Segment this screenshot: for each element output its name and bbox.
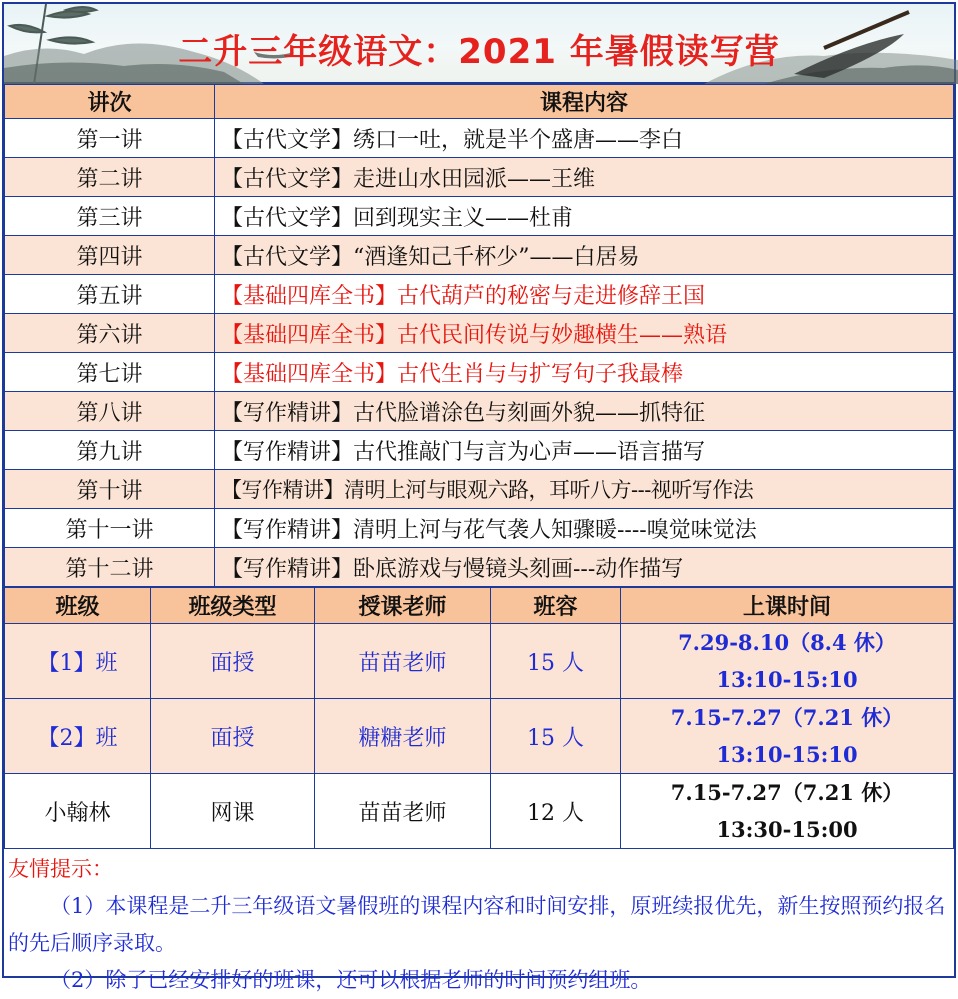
lecture-content: 【基础四库全书】古代生肖与与扩写句子我最棒 <box>215 353 954 392</box>
table-row <box>5 470 954 509</box>
tip-item: （1）本课程是二升三年级语文暑假班的课程内容和时间安排，原班续报优先，新生按照预约报名的先后顺序录取。 <box>8 894 946 955</box>
header-class-time: 上课时间 <box>621 588 954 624</box>
lecture-content: 【古代文学】绣口一吐，就是半个盛唐——李白 <box>215 119 954 158</box>
lecture-number: 第十讲 <box>5 470 215 509</box>
lecture-table-header <box>5 85 954 119</box>
lecture-number: 第六讲 <box>5 314 215 353</box>
class-table <box>4 587 954 849</box>
class-time <box>621 774 954 849</box>
class-teacher: 糖糖老师 <box>315 699 491 774</box>
lecture-content: 【古代文学】“酒逢知己千杯少”——白居易 <box>215 236 954 275</box>
lecture-table <box>4 84 954 587</box>
tips-title: 友情提示： <box>8 857 113 881</box>
class-size: 15 人 <box>491 699 621 774</box>
lecture-content: 【古代文学】走进山水田园派——王维 <box>215 158 954 197</box>
class-time <box>621 699 954 774</box>
table-row <box>5 774 954 849</box>
class-name: 【1】班 <box>5 624 151 699</box>
class-size: 12 人 <box>491 774 621 849</box>
tips-section <box>4 849 954 999</box>
class-hours: 13:10-15:10 <box>716 742 858 767</box>
tip-item: （2）除了已经安排好的班课，还可以根据老师的时间预约组班。 <box>50 968 652 992</box>
header-banner <box>4 4 954 84</box>
table-row <box>5 431 954 470</box>
class-dates: 7.15-7.27（7.21 休） <box>670 705 904 730</box>
lecture-number: 第八讲 <box>5 392 215 431</box>
lecture-number: 第十一讲 <box>5 509 215 548</box>
class-type: 网课 <box>151 774 315 849</box>
class-time <box>621 624 954 699</box>
class-name: 【2】班 <box>5 699 151 774</box>
table-row <box>5 624 954 699</box>
header-course-content: 课程内容 <box>215 85 954 119</box>
table-row <box>5 314 954 353</box>
lecture-number: 第五讲 <box>5 275 215 314</box>
lecture-number: 第二讲 <box>5 158 215 197</box>
lecture-content: 【写作精讲】古代推敲门与言为心声——语言描写 <box>215 431 954 470</box>
header-lecture-number: 讲次 <box>5 85 215 119</box>
lecture-content: 【基础四库全书】古代葫芦的秘密与走进修辞王国 <box>215 275 954 314</box>
header-teacher: 授课老师 <box>315 588 491 624</box>
class-teacher: 苗苗老师 <box>315 774 491 849</box>
table-row <box>5 699 954 774</box>
lecture-content: 【写作精讲】卧底游戏与慢镜头刻画---动作描写 <box>215 548 954 587</box>
class-teacher: 苗苗老师 <box>315 624 491 699</box>
lecture-number: 第四讲 <box>5 236 215 275</box>
class-hours: 13:10-15:10 <box>716 667 858 692</box>
class-dates: 7.29-8.10（8.4 休） <box>678 630 896 655</box>
class-type: 面授 <box>151 699 315 774</box>
table-row <box>5 548 954 587</box>
lecture-number: 第七讲 <box>5 353 215 392</box>
class-name: 小翰林 <box>5 774 151 849</box>
table-row <box>5 197 954 236</box>
header-class-size: 班容 <box>491 588 621 624</box>
class-dates: 7.15-7.27（7.21 休） <box>670 780 904 805</box>
table-row <box>5 236 954 275</box>
lecture-content: 【古代文学】回到现实主义——杜甫 <box>215 197 954 236</box>
table-row <box>5 353 954 392</box>
lecture-content: 【写作精讲】清明上河与花气袭人知骤暖----嗅觉味觉法 <box>215 509 954 548</box>
class-table-header <box>5 588 954 624</box>
class-hours: 13:30-15:00 <box>716 817 858 842</box>
lecture-content: 【基础四库全书】古代民间传说与妙趣横生——熟语 <box>215 314 954 353</box>
table-row <box>5 509 954 548</box>
schedule-sheet <box>2 2 956 992</box>
table-row <box>5 392 954 431</box>
table-row <box>5 275 954 314</box>
header-class-type: 班级类型 <box>151 588 315 624</box>
lecture-number: 第一讲 <box>5 119 215 158</box>
class-type: 面授 <box>151 624 315 699</box>
lecture-content: 【写作精讲】古代脸谱涂色与刻画外貌——抓特征 <box>215 392 954 431</box>
lecture-content: 【写作精讲】清明上河与眼观六路，耳听八方---视听写作法 <box>215 470 954 509</box>
table-row <box>5 119 954 158</box>
table-row <box>5 158 954 197</box>
header-class: 班级 <box>5 588 151 624</box>
lecture-number: 第三讲 <box>5 197 215 236</box>
lecture-number: 第十二讲 <box>5 548 215 587</box>
page-title: 二升三年级语文：2021 年暑假读写营 <box>178 32 780 72</box>
class-size: 15 人 <box>491 624 621 699</box>
lecture-number: 第九讲 <box>5 431 215 470</box>
